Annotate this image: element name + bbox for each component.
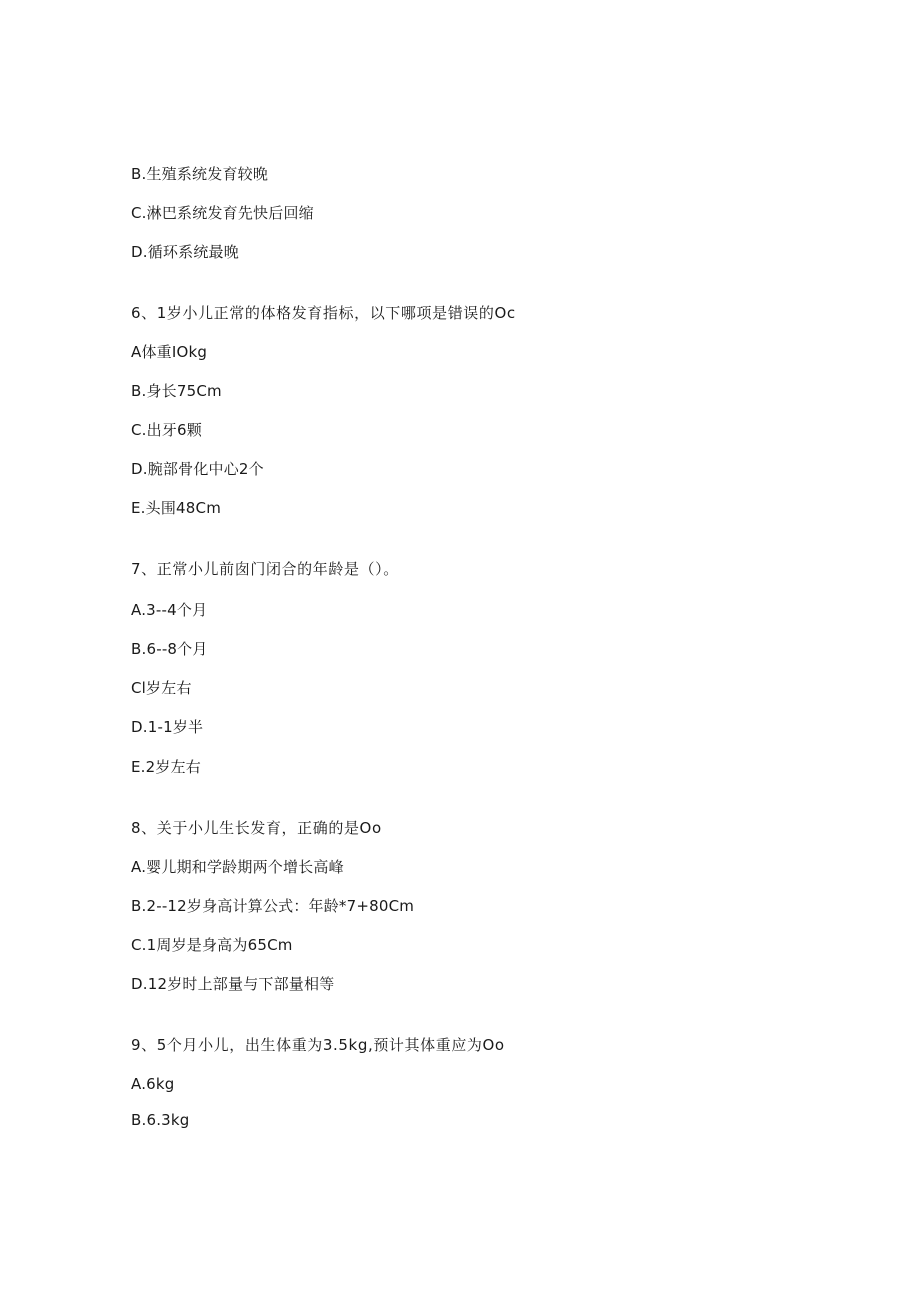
q6-option-e: E.头围48Cm xyxy=(131,499,222,517)
q6-option-c: C.出牙6颗 xyxy=(131,421,202,439)
option-d-circulatory: D.循环系统最晚 xyxy=(131,243,239,261)
q6-option-d: D.腕部骨化中心2个 xyxy=(131,460,264,478)
q6-option-a: A体重IOkg xyxy=(131,343,208,361)
q7-option-d: D.1-1岁半 xyxy=(131,718,204,736)
q8-option-b: B.2--12岁身高计算公式：年龄*7+80Cm xyxy=(131,897,415,915)
q9-option-a: A.6kg xyxy=(131,1075,175,1093)
question-6: 6、1岁小儿正常的体格发育指标，以下哪项是错误的Oc xyxy=(131,304,516,322)
q6-option-b: B.身长75Cm xyxy=(131,382,222,400)
q9-option-b: B.6.3kg xyxy=(131,1111,190,1129)
question-8: 8、关于小儿生长发育，正确的是Oo xyxy=(131,819,382,837)
q7-option-c: Cl岁左右 xyxy=(131,679,192,697)
q7-option-a: A.3--4个月 xyxy=(131,601,208,619)
q7-option-e: E.2岁左右 xyxy=(131,758,201,776)
q7-option-b: B.6--8个月 xyxy=(131,640,208,658)
option-b-reproductive: B.生殖系统发育较晚 xyxy=(131,165,269,183)
q8-option-a: A.婴儿期和学龄期两个增长高峰 xyxy=(131,858,344,876)
q8-option-c: C.1周岁是身高为65Cm xyxy=(131,936,293,954)
question-7: 7、正常小儿前囱门闭合的年龄是（）。 xyxy=(131,560,399,578)
option-c-lymphatic: C.淋巴系统发育先快后回缩 xyxy=(131,204,314,222)
question-9: 9、5个月小儿，出生体重为3.5kg,预计其体重应为Oo xyxy=(131,1036,505,1054)
q8-option-d: D.12岁时上部量与下部量相等 xyxy=(131,975,335,993)
